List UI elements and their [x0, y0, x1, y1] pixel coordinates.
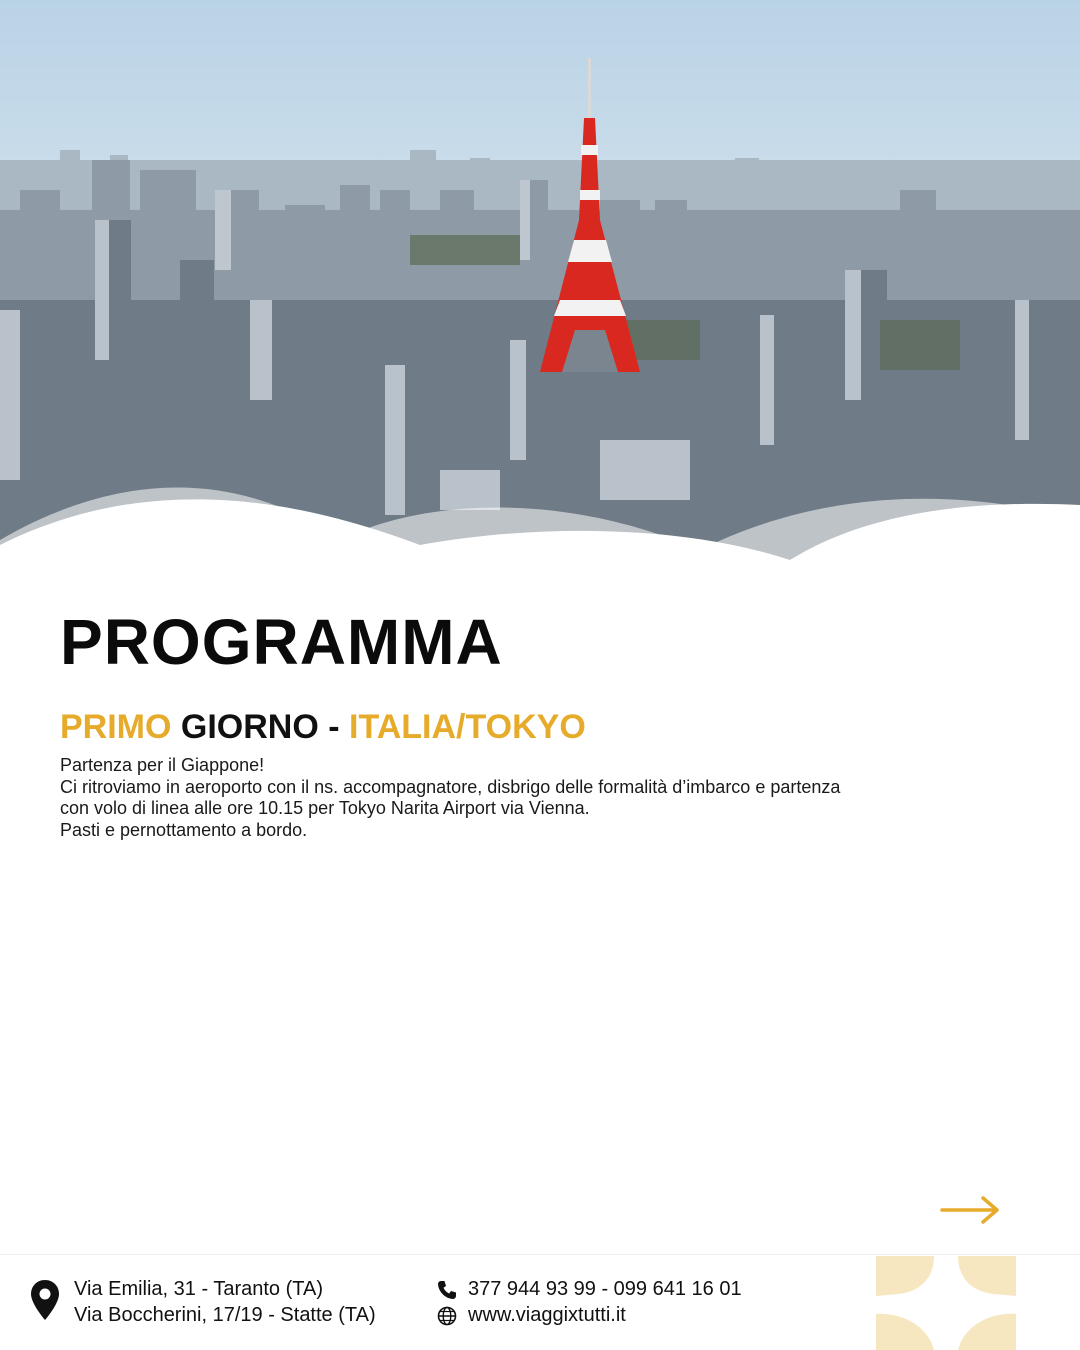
- arrow-right-icon[interactable]: [938, 1190, 1004, 1230]
- description-line: con volo di linea alle ore 10.15 per Tokyo Narita Airport via Vienna.: [60, 798, 590, 818]
- phone-numbers[interactable]: 377 944 93 99 - 099 641 16 01: [468, 1278, 742, 1300]
- address-line: Via Boccherini, 17/19 - Statte (TA): [74, 1304, 376, 1326]
- globe-icon: [436, 1305, 458, 1327]
- map-pin-icon: [28, 1278, 62, 1322]
- decorative-shape: [876, 1256, 1016, 1350]
- footer-divider: [0, 1254, 1080, 1255]
- description-line: Partenza per il Giappone!: [60, 755, 265, 775]
- day-heading-ordinal: PRIMO: [60, 708, 172, 746]
- description-line: Pasti e pernottamento a bordo.: [60, 819, 308, 840]
- description-line: Ci ritroviamo in aeroporto con il ns. accompagnatore, disbrigo delle formalità d’imbarco e partenza: [60, 776, 841, 797]
- phone-icon: [436, 1279, 458, 1301]
- day-heading: [60, 706, 586, 748]
- day-heading-day: GIORNO -: [180, 708, 340, 746]
- day-heading-route: ITALIA/TOKYO: [349, 708, 586, 746]
- day-description: [60, 755, 940, 841]
- website-link[interactable]: www.viaggixtutti.it: [468, 1304, 626, 1326]
- address-line: Via Emilia, 31 - Taranto (TA): [74, 1278, 323, 1300]
- footer-addresses: [74, 1276, 376, 1328]
- page-title: PROGRAMMA: [60, 606, 503, 678]
- hero-image: [0, 0, 1080, 590]
